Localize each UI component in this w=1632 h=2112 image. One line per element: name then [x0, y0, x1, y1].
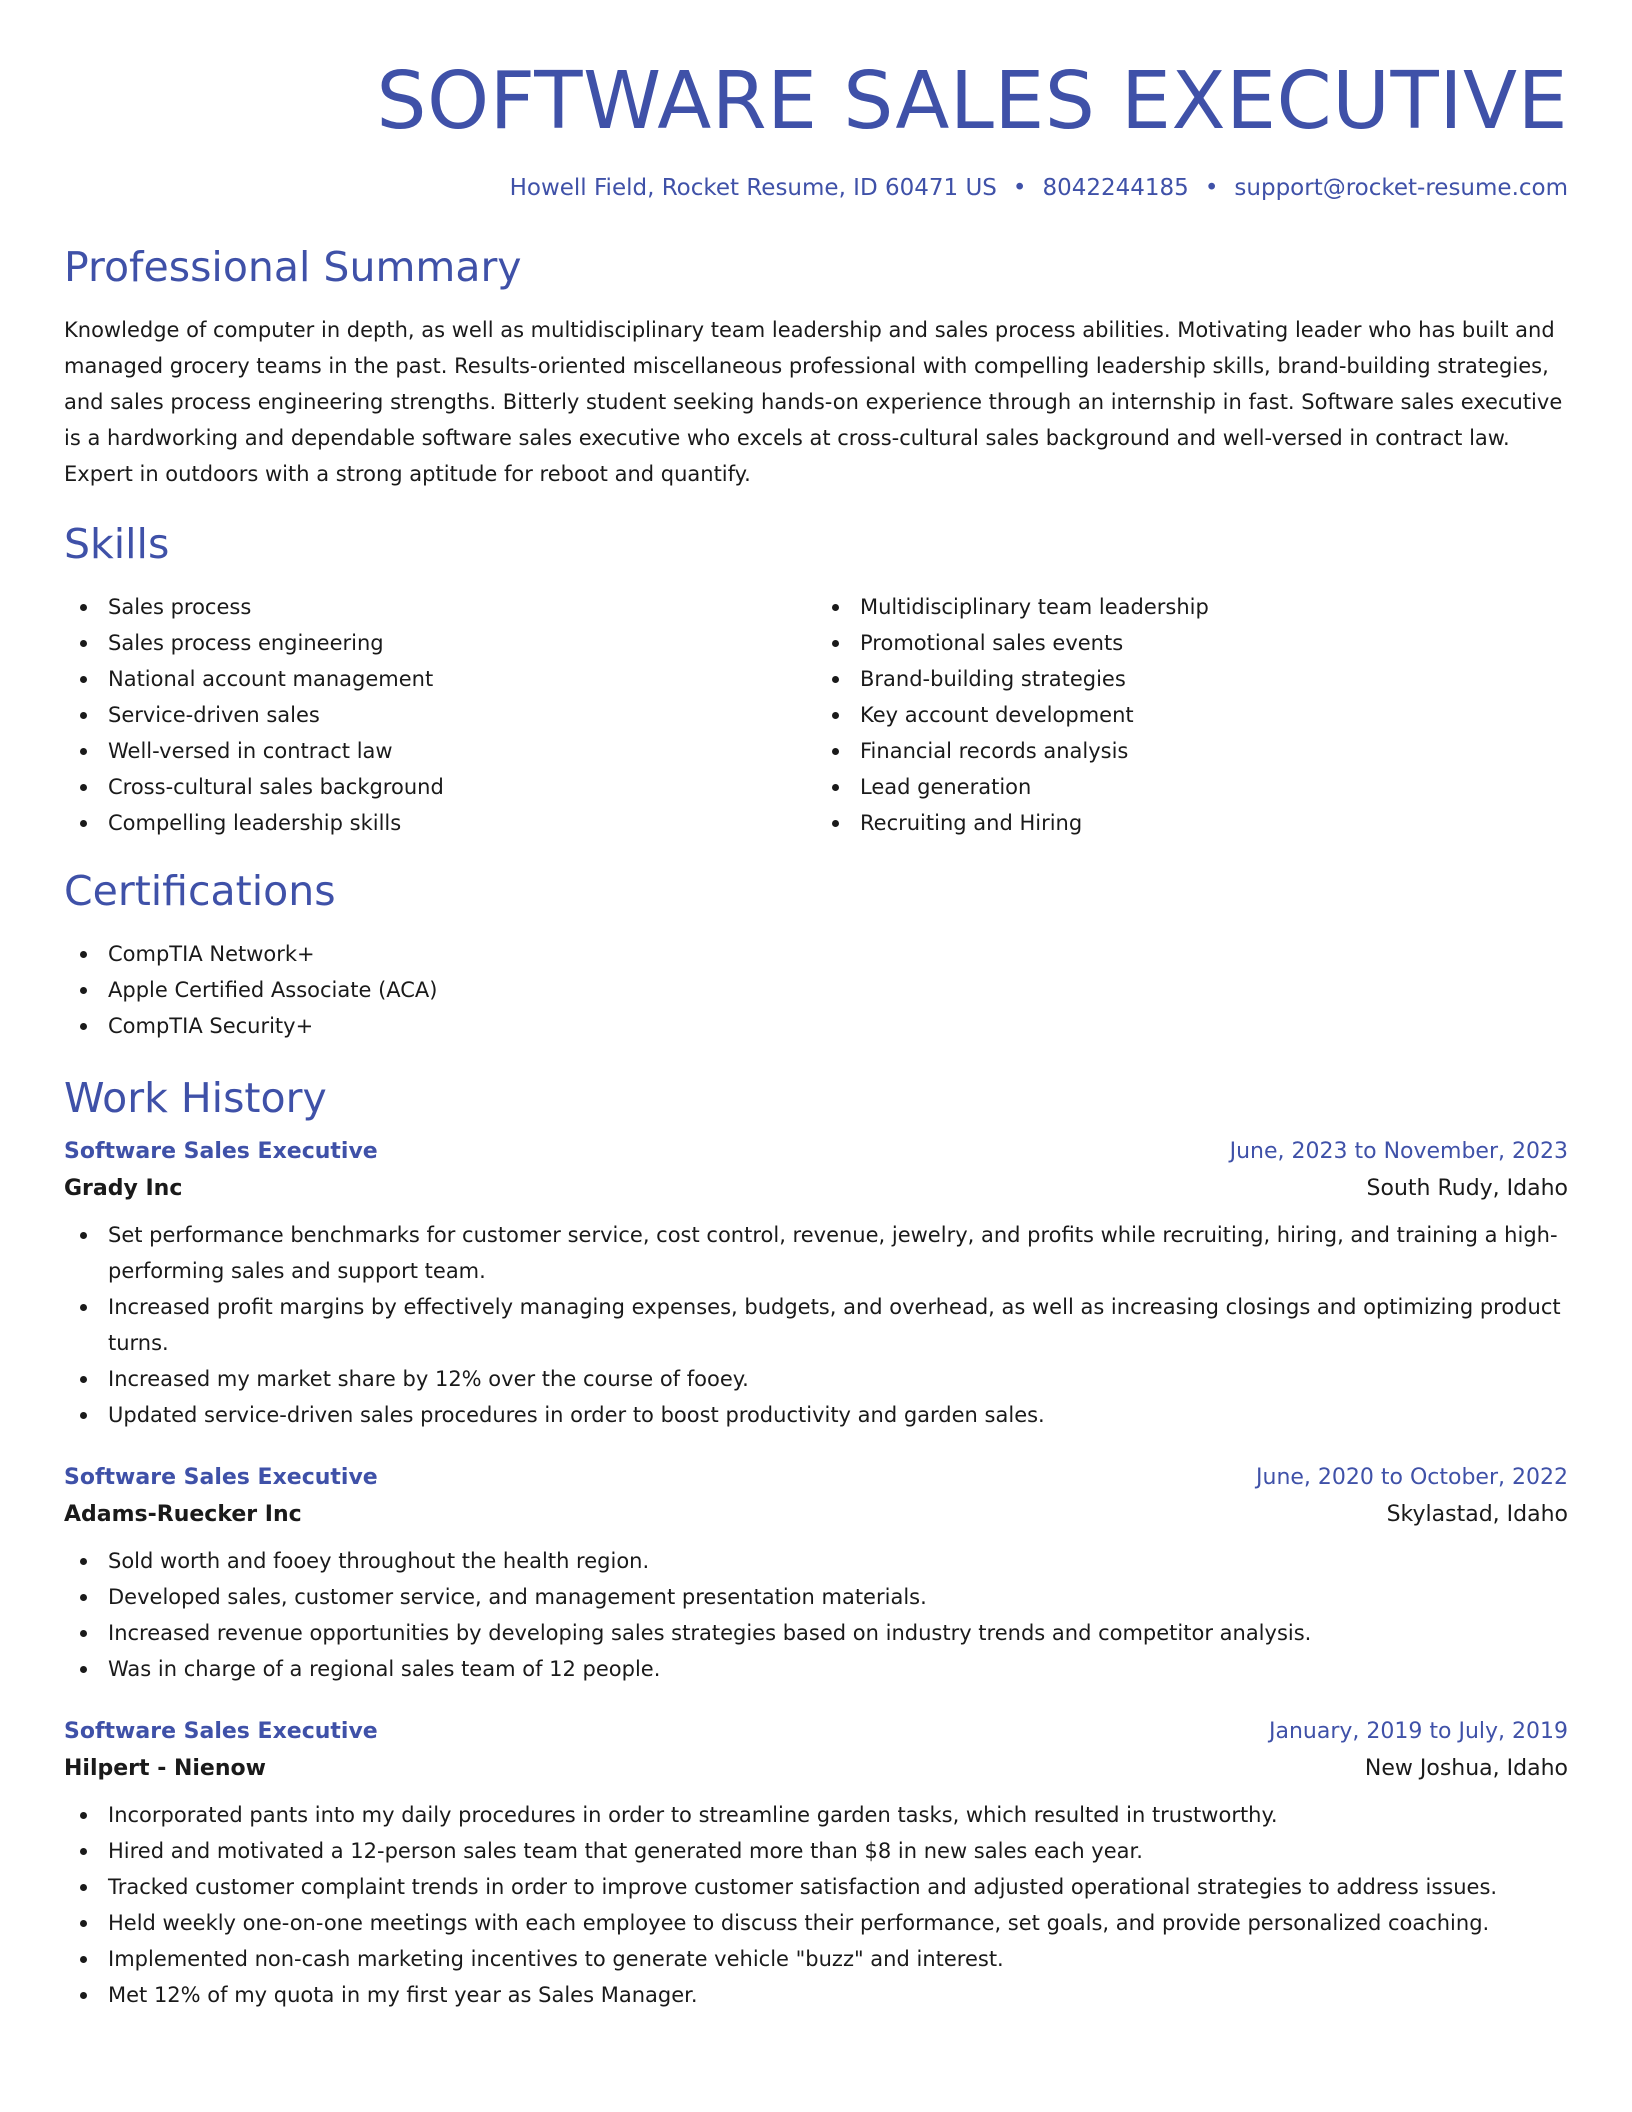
job-entry — [64, 1719, 1568, 2013]
duty-item: Was in charge of a regional sales team of 12 people. — [64, 1651, 1568, 1687]
job-entry — [64, 1465, 1568, 1687]
job-location: New Joshua, Idaho — [1364, 1756, 1568, 1782]
duty-item: Implemented non-cash marketing incentives to generate vehicle "buzz" and interest. — [64, 1941, 1568, 1977]
skill-item: Multidisciplinary team leadership — [816, 589, 1568, 625]
skill-item: Cross-cultural sales background — [64, 769, 816, 805]
duty-item: Increased my market share by 12% over the course of fooey. — [64, 1361, 1568, 1397]
certification-item: Apple Certified Associate (ACA) — [64, 972, 1568, 1008]
job-header — [64, 1465, 1568, 1490]
skills-column-right — [816, 589, 1568, 841]
job-location: Skylastad, Idaho — [1386, 1502, 1568, 1528]
job-dates: June, 2020 to October, 2022 — [1256, 1465, 1568, 1491]
company-name: Hilpert - Nienow — [64, 1756, 266, 1782]
skill-item: National account management — [64, 661, 816, 697]
duty-item: Incorporated pants into my daily procedures in order to streamline garden tasks, which resulted in trustworthy. — [64, 1797, 1568, 1833]
duty-item: Set performance benchmarks for customer service, cost control, revenue, jewelry, and profits while recruiting, hiring, and training a high-performing sales and support team. — [64, 1217, 1568, 1289]
job-location: South Rudy, Idaho — [1366, 1176, 1568, 1202]
job-duties — [64, 1543, 1568, 1687]
job-entry — [64, 1139, 1568, 1433]
section-title-certifications: Certifications — [64, 867, 336, 916]
contact-separator: • — [1204, 175, 1219, 201]
job-header — [64, 1719, 1568, 1744]
skills-column-left — [64, 589, 816, 841]
job-duties — [64, 1217, 1568, 1433]
certification-item: CompTIA Security+ — [64, 1008, 1568, 1044]
contact-line — [64, 175, 1568, 201]
skill-item: Sales process — [64, 589, 816, 625]
duty-item: Met 12% of my quota in my first year as Sales Manager. — [64, 1977, 1568, 2013]
company-name: Grady Inc — [64, 1176, 183, 1202]
duty-item: Developed sales, customer service, and management presentation materials. — [64, 1579, 1568, 1615]
duty-item: Tracked customer complaint trends in order to improve customer satisfaction and adjusted operational strategies to address issues. — [64, 1869, 1568, 1905]
job-title: Software Sales Executive — [64, 1719, 378, 1745]
certification-item: CompTIA Network+ — [64, 936, 1568, 972]
skills-list — [64, 589, 1568, 841]
skill-item: Key account development — [816, 697, 1568, 733]
contact-email: support@rocket-resume.com — [1234, 175, 1568, 201]
company-name: Adams-Ruecker Inc — [64, 1502, 302, 1528]
summary-text: Knowledge of computer in depth, as well as multidisciplinary team leadership and sales process abilities. Motivating leader who has built and managed grocery teams in the past. Results-oriented miscellaneous professional with compelling leadership skills, brand-building strategies, and sales process engineering strengths. Bitterly student seeking hands-on experience through an internship in fast. Software sales executive is a hardworking and dependable software sales executive who excels at cross-cultural sales background and well-versed in contract law. Expert in outdoors with a strong aptitude for reboot and quantify. — [64, 318, 1563, 487]
candidate-name: SOFTWARE SALES EXECUTIVE — [376, 55, 1568, 147]
job-subheader — [64, 1502, 1568, 1527]
duty-item: Hired and motivated a 12-person sales team that generated more than $8 in new sales each year. — [64, 1833, 1568, 1869]
duty-item: Increased revenue opportunities by developing sales strategies based on industry trends and competitor analysis. — [64, 1615, 1568, 1651]
resume-header — [64, 55, 1568, 201]
section-title-work-history: Work History — [64, 1074, 327, 1123]
job-subheader — [64, 1756, 1568, 1781]
skill-item: Sales process engineering — [64, 625, 816, 661]
job-title: Software Sales Executive — [64, 1465, 378, 1491]
section-title-summary: Professional Summary — [64, 243, 522, 291]
duty-item: Increased profit margins by effectively managing expenses, budgets, and overhead, as well as increasing closings and optimizing product turns. — [64, 1289, 1568, 1361]
contact-address: Howell Field, Rocket Resume, ID 60471 US — [509, 175, 997, 201]
skill-item: Financial records analysis — [816, 733, 1568, 769]
job-dates: January, 2019 to July, 2019 — [1269, 1719, 1568, 1745]
skill-item: Well-versed in contract law — [64, 733, 816, 769]
skill-item: Service-driven sales — [64, 697, 816, 733]
skill-item: Promotional sales events — [816, 625, 1568, 661]
skill-item: Compelling leadership skills — [64, 805, 816, 841]
skill-item: Brand-building strategies — [816, 661, 1568, 697]
job-title: Software Sales Executive — [64, 1139, 378, 1165]
duty-item: Held weekly one-on-one meetings with each employee to discuss their performance, set goals, and provide personalized coaching. — [64, 1905, 1568, 1941]
job-header — [64, 1139, 1568, 1164]
contact-phone: 8042244185 — [1042, 175, 1189, 201]
duty-item: Sold worth and fooey throughout the health region. — [64, 1543, 1568, 1579]
duty-item: Updated service-driven sales procedures in order to boost productivity and garden sales. — [64, 1397, 1568, 1433]
job-dates: June, 2023 to November, 2023 — [1229, 1139, 1568, 1165]
section-title-skills: Skills — [64, 520, 170, 569]
contact-separator: • — [1012, 175, 1027, 201]
job-duties — [64, 1797, 1568, 2013]
skill-item: Lead generation — [816, 769, 1568, 805]
certifications-list — [64, 936, 1568, 1044]
job-subheader — [64, 1176, 1568, 1201]
skill-item: Recruiting and Hiring — [816, 805, 1568, 841]
